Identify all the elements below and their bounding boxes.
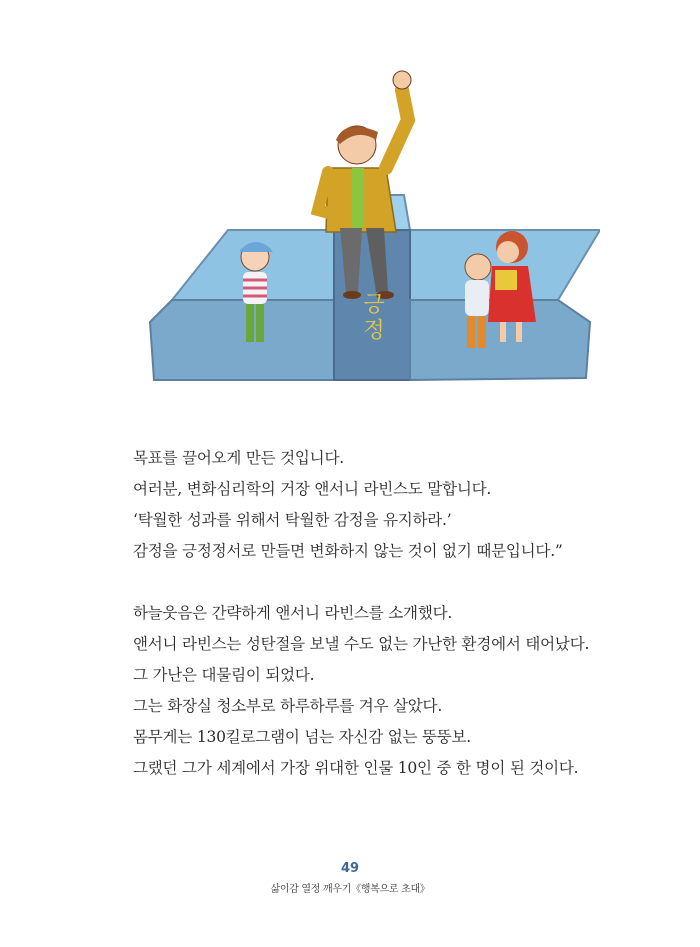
podium-drawing [140, 60, 600, 400]
text-line: 몸무게는 130킬로그램이 넘는 자신감 없는 뚱뚱보. [133, 728, 472, 746]
text-line: 그는 화장실 청소부로 하루하루를 겨우 살았다. [133, 697, 443, 715]
podium-label: 긍정 [359, 292, 385, 344]
text-line: 감정을 긍정정서로 만들면 변화하지 않는 것이 없기 때문입니다.” [133, 542, 563, 560]
text-line: 목표를 끌어오게 만든 것입니다. [133, 449, 344, 467]
text-line: ‘탁월한 성과를 위해서 탁월한 감정을 유지하라.’ [133, 511, 452, 529]
text-line: 앤서니 라빈스는 성탄절을 보낼 수도 없는 가난한 환경에서 태어났다. [133, 635, 590, 653]
page-number: 49 [340, 861, 360, 876]
text-line: 하늘웃음은 간략하게 앤서니 라빈스를 소개했다. [133, 604, 453, 622]
paragraph-quote [133, 443, 633, 567]
podium-illustration [140, 60, 600, 400]
body-text [133, 443, 633, 784]
text-line: 그랬던 그가 세계에서 가장 위대한 인물 10인 중 한 명이 된 것이다. [133, 759, 579, 777]
text-line: 여러분, 변화심리학의 거장 앤서니 라빈스도 말합니다. [133, 480, 492, 498]
paragraph-narrative [133, 598, 633, 784]
text-line: 그 가난은 대물림이 되었다. [133, 666, 315, 684]
book-title: 삶이감 열정 깨우기《행복으로 초대》 [270, 884, 430, 895]
